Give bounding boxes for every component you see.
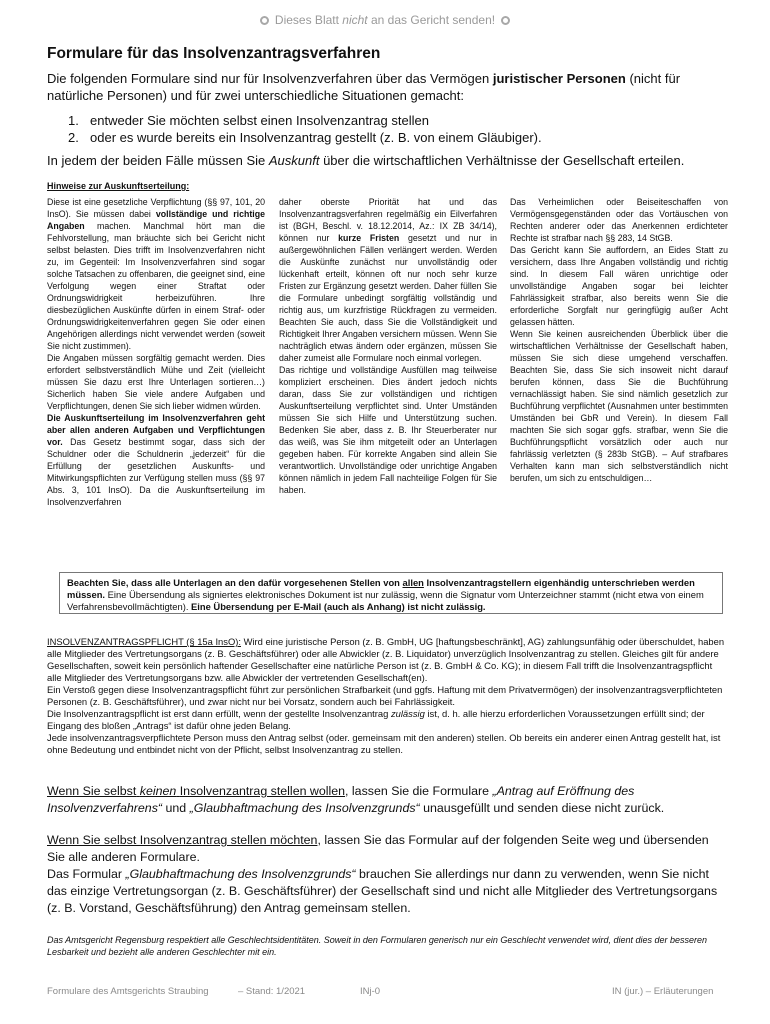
top-note-text-after: an das Gericht senden! bbox=[371, 13, 496, 27]
page-title: Formulare für das Insolvenzantragsverfahren bbox=[47, 45, 381, 62]
page-footer bbox=[0, 986, 770, 1000]
filing-duty-section: INSOLVENZANTRAGSPFLICHT (§ 15a InsO): Wird eine juristische Person (z. B. GmbH, UG [haftungsbeschränkt], AG) zahlungsunfähig oder überschuldet, haben alle Mitglieder des Vertretungsorgans (z. B. Geschäftsführer) oder alle Abwickler (z. B. Liquidator) unverzüglich Insolvenzantrag zu stellen. Gleiches gilt für andere Gesellschaften, soweit kein persönlich haftender Gesellschafter eine natürliche Person ist (z. B. GmbH & Co. KG); in diesem Fall trifft die Insolvenzantragspflicht alle Mitglieder des Vertretungsorgans bzw. alle Abwickler der vertretenden Gesellschaft(en). Ein Verstoß gegen diese Insolvenzantragspflicht führt zur persönlichen Strafbarkeit (und ggfs. Haftung mit dem Privatvermögen) der insolvenzantragsverpflichteten Personen (z. B. Geschäftsführer), und zwar nicht nur bei Vorsatz, sondern auch bei Fahrlässigkeit. Die Insolvenzantragspflicht ist erst dann erfüllt, wenn der gestellte Insolvenzantrag zulässig ist, d. h. alle hierzu erforderlichen Voraussetzungen erfüllt sind; der Eingang des bloßen „Antrags“ ist dafür ohne jeden Belang. Jede insolvenzantragsverpflichtete Person muss den Antrag selbst (oder. gemeinsam mit den anderen) stellen. Ob bereits ein anderer einen Antrag gestellt hat, ist ohne Bedeutung und entbindet nicht von der Pflicht, selbst Insolvenzantrag zu stellen. bbox=[47, 636, 725, 755]
top-note-text-before: Dieses Blatt bbox=[274, 13, 339, 27]
footer-date: – Stand: 1/2021 bbox=[238, 986, 306, 997]
top-note-italic: nicht bbox=[342, 13, 368, 27]
gender-note: Das Amtsgericht Regensburg respektiert alle Geschlechtsidentitäten. Soweit in den Formularen generisch nur ein Geschlecht verwendet wird, dient dies der besseren Lesbarkeit und bezieht alle anderen Geschlechter mit ein. bbox=[47, 935, 708, 957]
signature-notice-box: Beachten Sie, dass alle Unterlagen an den dafür vorgesehenen Stellen von allen Insolvenzantragstellern eigenhändig unterschrieben werden müssen. Eine Übersendung als signiertes elektronisches Dokument ist nur zulässig, wenn die Signatur vom Unterzeichner stammt (nicht etwa von einem Verfahrensbevollmächtigten). Eine Übersendung per E-Mail (auch als Anhang) ist nicht zulässig. bbox=[59, 572, 723, 614]
hints-heading: Hinweise zur Auskunftserteilung: bbox=[47, 181, 190, 191]
footer-left: Formulare des Amtsgerichts Straubing bbox=[47, 986, 209, 997]
hints-column-3: Das Verheimlichen oder Beiseiteschaffen von Vermögensgegenständen oder das Vortäuschen von Rechten anderer oder das Anerkennen erdichteter Rechte ist strafbar nach §§ 283, 14 StGB. Das Gericht kann Sie auffordern, an Eides Statt zu versichern, dass Ihre Angaben vollständig und richtig sind. In diesem Fall wären unrichtige oder unvollständige Angaben sogar bei leichter Fahrlässigkeit strafbar, also bereits wenn Sie die erforderliche Sorgfalt nur geringfügig außer Acht gelassen hätten. Wenn Sie keinen ausreichenden Überblick über die wirtschaftlichen Verhältnisse der Gesellschaft haben, müssen Sie sich diese umgehend verschaffen. Beachten Sie, dass Sie sich insoweit nicht darauf berufen können, dass Sie die Buchführung vernachlässigt haben. Sie sind nämlich gesetzlich zur Buchführung verpflichtet (Ausnahmen unter bestimmten Umständen bei GbR und Verein). In diesem Fall machten Sie sich sogar ggfs. strafbar, wenn Sie die Buchführungspflicht vorsätzlich oder auch nur fahrlässig verletzten (§ 283b StGB). – Auf strafbares Verhalten kann man sich selbstverständlich nicht berufen, um sich zu entschuldigen… bbox=[510, 197, 728, 483]
intro-paragraph: Die folgenden Formulare sind nur für Insolvenzverfahren über das Vermögen juristischer Personen (nicht für natürliche Personen) und für zwei unterschiedliche Situationen gemacht: bbox=[47, 71, 681, 103]
hints-column-2: daher oberste Priorität hat und das Insolvenzantragsverfahren regelmäßig ein Eilverfahren ist (BGH, Beschl. v. 18.12.2014, Az.: IX ZB 34/14), können nur kurze Fristen gesetzt und nur in außergewöhnlichen Fällen verlängert werden. Werden die Auskünfte zunächst nur unvollständig oder lückenhaft erteilt, können oft nur noch sehr kurze Fristen zur Ergänzung gesetzt werden. Daher füllen Sie die Formulare unbedingt sorgfältig vollständig und richtig aus, um kurzfristige Rückfragen zu vermeiden. Beachten Sie auch, dass Sie die Vollständigkeit und Richtigkeit Ihrer Angaben versichern müssen. Wenn Sie nachträglich etwas ändern oder ergänzen, müssen Sie daher zumeist alle Formulare noch einmal vorlegen. Das richtige und vollständige Ausfüllen mag teilweise kompliziert erscheinen. Dies ändert jedoch nichts daran, dass Sie zur vollständigen und richtigen Auskunftserteilung verpflichtet sind. Unter Umständen müssen Sie sich Hilfe und Unterstützung suchen. Bedenken Sie aber, dass z. B. Ihr Steuerberater nur das weiß, was Sie ihm mitgeteilt oder an Unterlagen gegeben haben. Für korrekte Angaben sind allein Sie verantwortlich. Unvollständige oder unrichtige Angaben können nämlich in jedem Fall nachteilige Folgen für Sie haben. bbox=[279, 197, 497, 495]
own-application-instruction: Wenn Sie selbst Insolvenzantrag stellen möchten, lassen Sie das Formular auf der folgenden Seite weg und übersenden Sie alle anderen Formulare. Das Formular „Glaubhaftmachung des Insolvenzgrunds“ brauchen Sie allerdings nur dann zu verwenden, wenn Sie nicht das einzige Vertretungsorgan (z. B. Geschäftsführer) der Gesellschaft sind und nicht alle Mitglieder des Vertretungsorgans (z. B. Vorstand, Geschäftsführung) den Antrag gemeinsam stellen. bbox=[47, 833, 718, 915]
hints-column-1: Diese ist eine gesetzliche Verpflichtung (§§ 97, 101, 20 InsO). Sie müssen dabei vollständige und richtige Angaben machen. Manchmal hört man die Fehlvorstellung, man bräuchte sich bei Gericht nicht selbst belasten. Dies trifft im Insolvenzverfahren nicht zu, im Gegenteil: Im Insolvenzverfahren sind sogar solche Tatsachen zu offenbaren, die geeignet sind, eine Verfolgung wegen einer Straftat oder Ordnungswidrigkeit herbeizuführen. Ihre diesbezüglichen Auskünfte dürfen in einem Straf- oder Ordnungswidrigkeitenverfahren gegen Sie oder einen Angehörigen allerdings nicht verwendet werden (soweit Sie nicht zustimmen). Die Angaben müssen sorgfältig gemacht werden. Dies erfordert selbstverständlich Mühe und Zeit (vielleicht müssen Sie dazu erst Ihre Unterlagen sortieren…) Sicherlich haben Sie viele andere Aufgaben und Verpflichtungen, denen Sie sich lieber widmen würden. Die Auskunftserteilung im Insolvenzverfahren geht aber allen anderen Aufgaben und Verpflichtungen vor. Das Gesetz bestimmt sogar, dass sich der Schuldner oder die Schuldnerin „jederzeit“ für die Erfüllung der gesetzlichen Auskunfts- und Mitwirkungspflichten zur Verfügung stellen muss (§§ 97 Abs. 3, 101 InsO). Da die Auskunftserteilung im Insolvenzverfahren bbox=[47, 197, 266, 507]
either-paragraph: In jedem der beiden Fälle müssen Sie Auskunft über die wirtschaftlichen Verhältnisse der Gesellschaft erteilen. bbox=[47, 153, 685, 168]
top-note bbox=[0, 13, 770, 27]
case-list bbox=[68, 112, 542, 146]
footer-right: IN (jur.) – Erläuterungen bbox=[612, 986, 714, 997]
filing-duty-heading: INSOLVENZANTRAGSPFLICHT (§ 15a InsO): bbox=[47, 636, 241, 647]
list-item: 2. oder es wurde bereits ein Insolvenzantrag gestellt (z. B. von einem Gläubiger). bbox=[68, 130, 542, 145]
circle-bullet-icon bbox=[501, 16, 510, 25]
circle-bullet-icon bbox=[260, 16, 269, 25]
footer-code: INj-0 bbox=[360, 986, 381, 997]
list-item: 1. entweder Sie möchten selbst einen Insolvenzantrag stellen bbox=[68, 113, 429, 128]
no-application-instruction: Wenn Sie selbst keinen Insolvenzantrag stellen wollen, lassen Sie die Formulare „Antrag auf Eröffnung des Insolvenzverfahrens“ und „Glaubhaftmachung des Insolvenzgrunds“ unausgefüllt und senden diese nicht zurück. bbox=[47, 784, 665, 815]
